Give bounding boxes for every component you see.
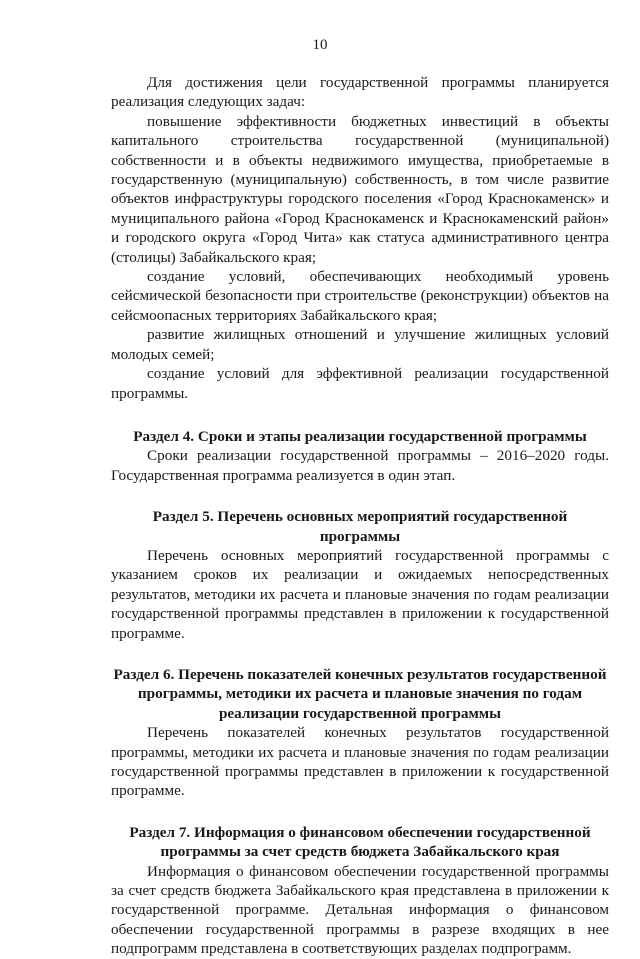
section-4-text: Сроки реализации государственной программы – 2016–2020 годы. Государственная программа реализуется в один этап. [111, 447, 609, 484]
section-6-text: Перечень показателей конечных результатов государственной программы, методики их расчета и плановые значения по годам реализации государственной программы представлен в приложении к государственной программе. [111, 724, 609, 800]
section-5-text: Перечень основных мероприятий государственной программы с указанием сроков их реализации и ожидаемых непосредственных результатов, методики их расчета и плановые значения по годам реализации государственной программы представлен в приложении к государственной программе. [111, 546, 609, 642]
task-item: создание условий, обеспечивающих необходимый уровень сейсмической безопасности при строительстве (реконструкции) объектов на сейсмоопасных территориях Забайкальского края; [111, 268, 609, 324]
document-body [111, 73, 609, 959]
task-item: создание условий для эффективной реализации государственной программы. [111, 365, 609, 402]
task-item: повышение эффективности бюджетных инвестиций в объекты капитального строительства государственной (муниципальной) собственности и в объекты недвижимого имущества, приобретаемые в государственную (муниципальную) собственность, в том числе развитие объектов инфраструктуры городского поселения «Город Краснокаменск» и муниципального района «Город Краснокаменск и Краснокаменский район» и городского округа «Город Чита» как статуса административного центра (столицы) Забайкальского края; [111, 112, 609, 266]
intro-paragraph: Для достижения цели государственной программы планируется реализация следующих задач: [111, 74, 609, 111]
section-7-heading: Раздел 7. Информация о финансовом обеспечении государственной программы за счет средств бюджета Забайкальского края [129, 823, 591, 861]
task-item: развитие жилищных отношений и улучшение жилищных условий молодых семей; [111, 326, 609, 363]
page-number: 10 [312, 37, 328, 53]
section-6-heading: Раздел 6. Перечень показателей конечных результатов государственной программы, методики их расчета и плановые значения по годам реализации государственной программы [113, 665, 607, 722]
section-7-text: Информация о финансовом обеспечении государственной программы за счет средств бюджета Забайкальского края представлена в приложении к государственной программе. Детальная информация о финансовом обеспечении государственной программы в разрезе входящих в нее подпрограмм представлена в соответствующих разделах подпрограмм. [111, 862, 609, 958]
section-4-heading: Раздел 4. Сроки и этапы реализации государственной программы [133, 427, 587, 445]
section-5-heading: Раздел 5. Перечень основных мероприятий государственной программы [152, 508, 568, 545]
